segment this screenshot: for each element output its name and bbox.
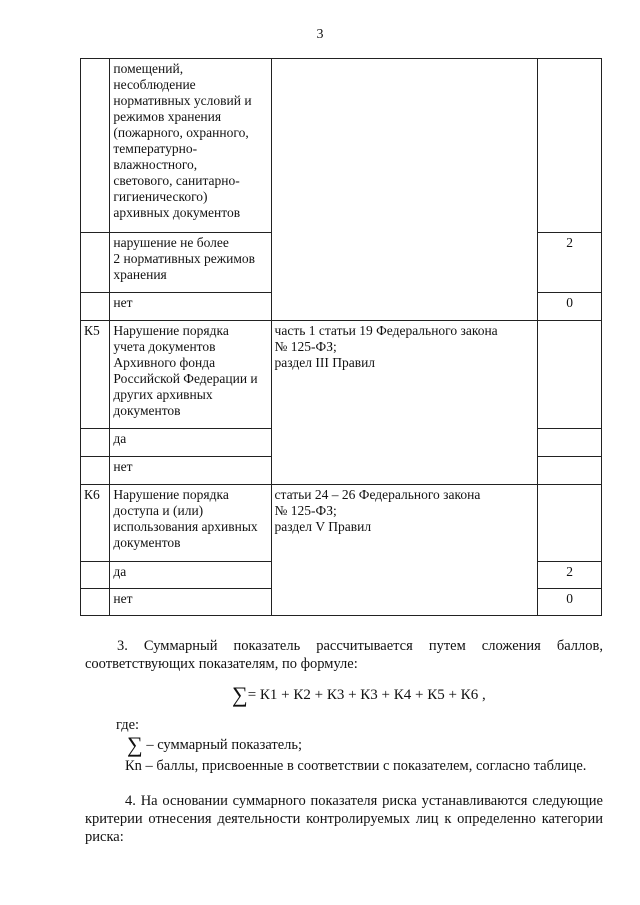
- code-cell: [81, 589, 110, 616]
- code-cell: [81, 59, 110, 233]
- sigma-definition: [127, 732, 303, 757]
- indicator-cell: Нарушение порядка учета документов Архивного фонда Российской Федерации и других архивных документов: [110, 321, 271, 429]
- score-cell: [538, 457, 602, 485]
- score-cell: 0: [538, 589, 602, 616]
- code-cell: [81, 293, 110, 321]
- risk-indicators-table: [80, 58, 602, 616]
- table-row: [81, 59, 602, 233]
- score-cell: 0: [538, 293, 602, 321]
- indicator-cell: Нарушение порядка доступа и (или) использования архивных документов: [110, 485, 271, 562]
- source-cell: часть 1 статьи 19 Федерального закона № 125-ФЗ; раздел III Правил: [271, 321, 538, 485]
- formula-expression: = К1 + К2 + К3 + К3 + К4 + К5 + К6 ,: [247, 687, 486, 703]
- indicator-cell: помещений, несоблюдение нормативных условий и режимов хранения (пожарного, охранного, температурно- влажностного, светового, санитарно- гигиенического) архивных документов: [110, 59, 271, 233]
- indicator-cell: да: [110, 562, 271, 589]
- indicator-cell: нет: [110, 589, 271, 616]
- score-cell: 2: [538, 562, 602, 589]
- table-row: [81, 321, 602, 429]
- paragraph-3: 3. Суммарный показатель рассчитывается путем сложения баллов, соответствующих показателям, по формуле:: [85, 638, 603, 672]
- code-cell: К5: [81, 321, 110, 429]
- code-cell: [81, 457, 110, 485]
- score-cell: 2: [538, 233, 602, 293]
- where-label: где:: [116, 717, 140, 733]
- source-cell: статьи 24 – 26 Федерального закона № 125-ФЗ; раздел V Правил: [271, 485, 538, 616]
- score-cell: [538, 485, 602, 562]
- paragraph-4: 4. На основании суммарного показателя риска устанавливаются следующие критерии отнесения деятельности контролируемых лиц к определенно категории риска:: [85, 793, 603, 845]
- sigma-icon: ∑: [232, 682, 248, 707]
- score-cell: [538, 59, 602, 233]
- indicator-cell: нет: [110, 457, 271, 485]
- kn-definition: Кn – баллы, присвоенные в соответствии с показателем, согласно таблице.: [125, 758, 587, 774]
- indicator-cell: нарушение не более 2 нормативных режимов хранения: [110, 233, 271, 293]
- source-cell: [271, 59, 538, 321]
- sum-formula: [232, 682, 486, 708]
- indicator-cell: да: [110, 429, 271, 457]
- score-cell: [538, 429, 602, 457]
- indicator-cell: нет: [110, 293, 271, 321]
- code-cell: [81, 429, 110, 457]
- code-cell: [81, 562, 110, 589]
- score-cell: [538, 321, 602, 429]
- code-cell: [81, 233, 110, 293]
- sigma-icon: ∑: [127, 732, 143, 757]
- code-cell: К6: [81, 485, 110, 562]
- sigma-description: – суммарный показатель;: [142, 737, 303, 753]
- page-number: 3: [316, 27, 324, 42]
- table-row: [81, 485, 602, 562]
